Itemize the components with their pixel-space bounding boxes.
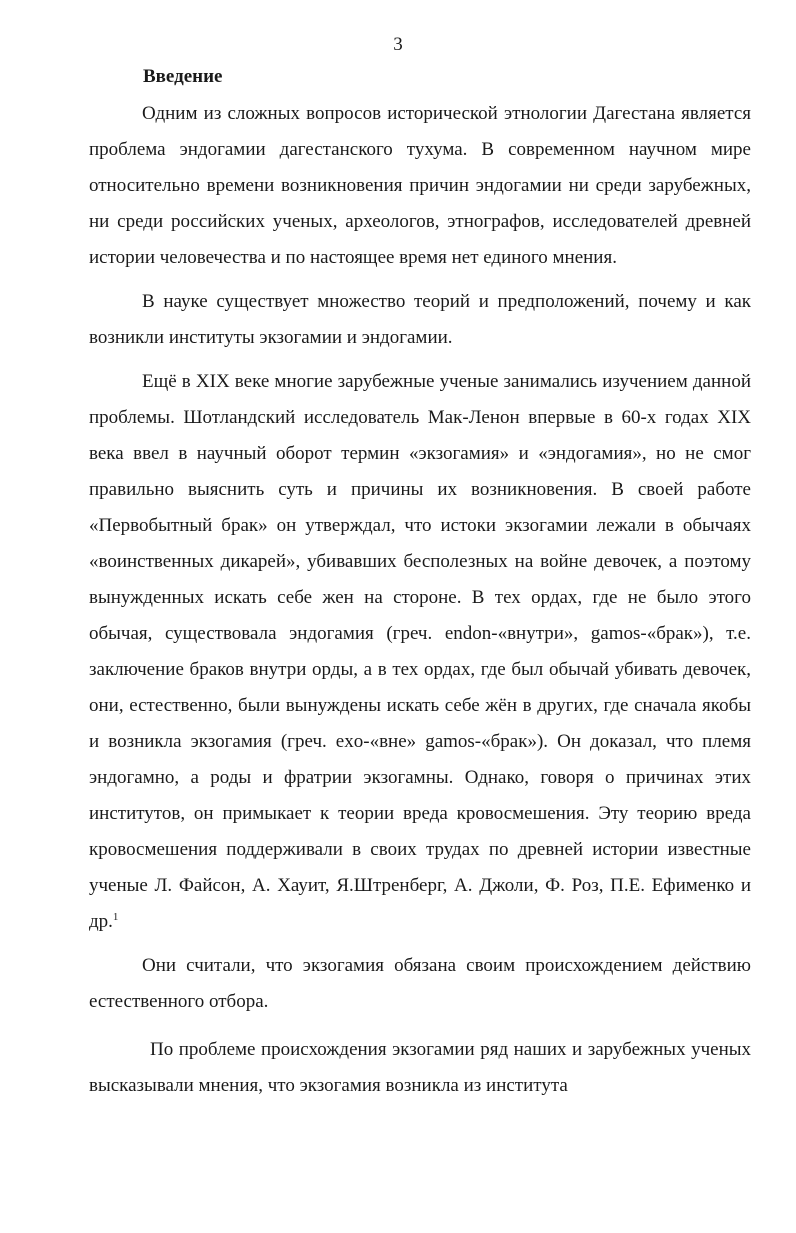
paragraph	[89, 364, 751, 940]
paragraph: Они считали, что экзогамия обязана своим происхождением действию естественного отбора.	[89, 955, 751, 1012]
paragraph-text: Ещё в XIX веке многие зарубежные ученые занимались изучением данной проблемы. Шотландский исследователь Мак-Ленон впервые в 60-х годах XIX века ввел в научный оборот термин «экзогамия» и «эндогамия», но не смог правильно выяснить суть и причины их возникновения. В своей работе «Первобытный брак» он утверждал, что истоки экзогамии лежали в обычаях «воинственных дикарей», убивавших бесполезных на войне девочек, а поэтому вынужденных искать себе жен на стороне. В тех ордах, где не было этого обычая, существовала эндогамия (греч. endon-«внутри», gamos-«брак»), т.е. заключение браков внутри орды, а в тех ордах, где был обычай убивать девочек, они, естественно, были вынуждены искать себе жён в других, где сначала якобы и возникла экзогамия (греч. exo-«вне» gamos-«брак»). Он доказал, что племя эндогамно, а роды и фратрии экзогамны. Однако, говоря о причинах этих институтов, он примыкает к теории вреда кровосмешения. Эту теорию вреда кровосмешения поддерживали в своих трудах по древней истории известные ученые Л. Файсон, А. Хауит, Я.Штренберг, А. Джоли, Ф. Роз, П.Е. Ефименко и др.	[89, 371, 751, 932]
footnote-reference[interactable]: 1	[112, 911, 119, 923]
body-text	[89, 96, 751, 1112]
paragraph: В науке существует множество теорий и предположений, почему и как возникли институты экзогамии и эндогамии.	[89, 291, 751, 348]
section-heading: Введение	[143, 66, 223, 87]
page-number: 3	[393, 34, 403, 55]
paragraph: По проблеме происхождения экзогамии ряд наших и зарубежных ученых высказывали мнения, что экзогамия возникла из института	[89, 1039, 751, 1096]
paragraph: Одним из сложных вопросов исторической этнологии Дагестана является проблема эндогамии дагестанского тухума. В современном научном мире относительно времени возникновения причин эндогамии ни среди зарубежных, ни среди российских ученых, археологов, этнографов, исследователей древней истории человечества и по настоящее время нет единого мнения.	[89, 103, 751, 268]
